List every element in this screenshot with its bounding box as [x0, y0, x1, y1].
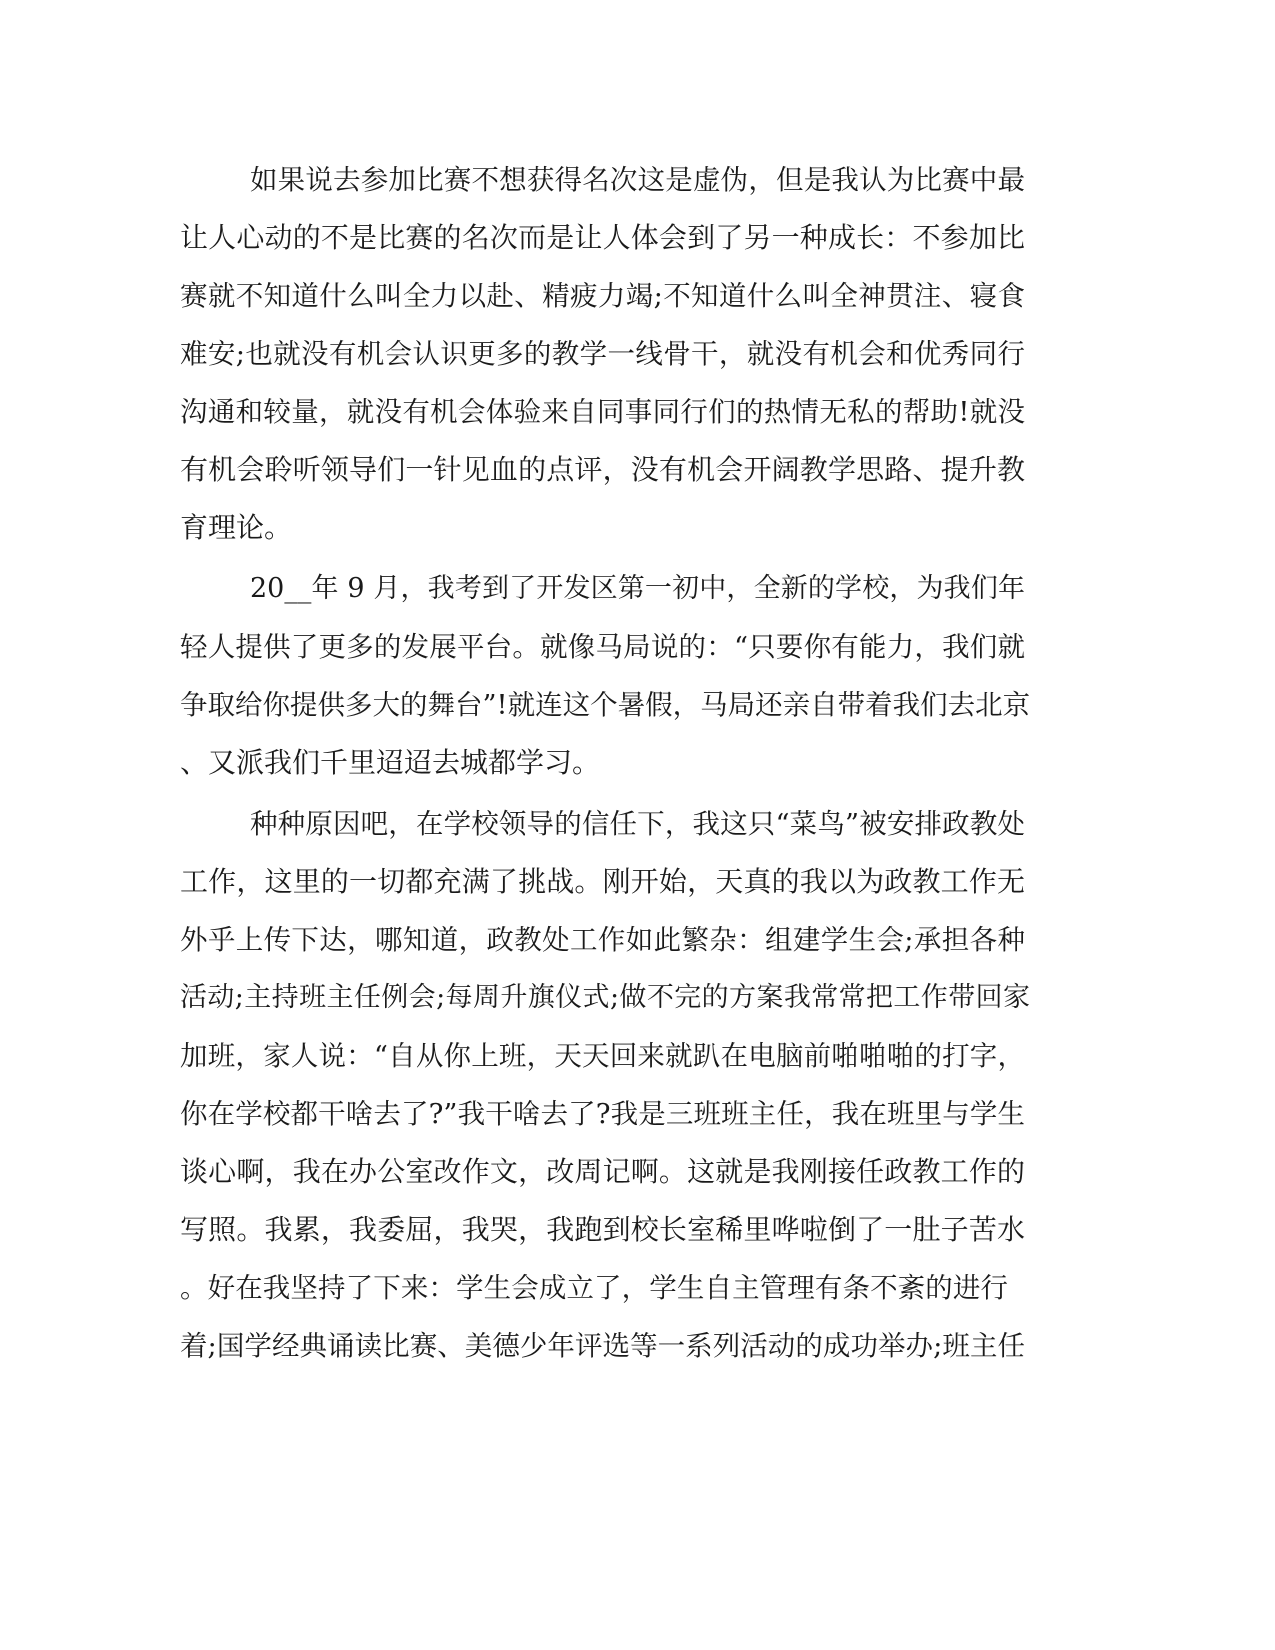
paragraph-line: 有机会聆听领导们一针见血的点评，没有机会开阔教学思路、提升教 — [180, 453, 1025, 486]
paragraph-line: 。好在我坚持了下来：学生会成立了，学生自主管理有条不紊的进行 — [180, 1272, 1008, 1304]
paragraph-line: 谈心啊，我在办公室改作文，改周记啊。这就是我刚接任政教工作的 — [180, 1155, 1025, 1188]
paragraph-line: 争取给你提供多大的舞台”!就连这个暑假，马局还亲自带着我们去北京 — [180, 689, 1031, 721]
paragraph-line: 工作，这里的一切都充满了挑战。刚开始，天真的我以为政教工作无 — [180, 865, 1025, 898]
paragraph-line: 活动;主持班主任例会;每周升旗仪式;做不完的方案我常常把工作带回家 — [180, 982, 1030, 1013]
paragraph-line: 让人心动的不是比赛的名次而是让人体会到了另一种成长：不参加比 — [180, 221, 1025, 254]
paragraph-line: 沟通和较量，就没有机会体验来自同事同行们的热情无私的帮助!就没 — [180, 396, 1025, 428]
paragraph-line: 难安;也就没有机会认识更多的教学一线骨干，就没有机会和优秀同行 — [180, 338, 1025, 370]
paragraph-line: 20__年 9 月，我考到了开发区第一初中，全新的学校，为我们年 — [250, 573, 1025, 604]
paragraph-line: 种种原因吧，在学校领导的信任下，我这只“菜鸟”被安排政教处 — [250, 808, 1025, 840]
paragraph-line: 、又派我们千里迢迢去城都学习。 — [180, 746, 601, 779]
paragraph-line: 加班，家人说：“自从你上班，天天回来就趴在电脑前啪啪啪的打字， — [180, 1040, 1025, 1072]
paragraph-line: 如果说去参加比赛不想获得名次这是虚伪，但是我认为比赛中最 — [250, 164, 1025, 196]
paragraph-line: 你在学校都干啥去了?”我干啥去了?我是三班班主任，我在班里与学生 — [180, 1098, 1025, 1130]
paragraph-line: 着;国学经典诵读比赛、美德少年评选等一系列活动的成功举办;班主任 — [180, 1330, 1025, 1362]
paragraph-line: 赛就不知道什么叫全力以赴、精疲力竭;不知道什么叫全神贯注、寝食 — [180, 280, 1025, 312]
paragraph-line: 写照。我累，我委屈，我哭，我跑到校长室稀里哗啦倒了一肚子苦水 — [180, 1213, 1025, 1246]
paragraph-line: 育理论。 — [180, 511, 293, 544]
paragraph-line: 外乎上传下达，哪知道，政教处工作如此繁杂：组建学生会;承担各种 — [180, 924, 1025, 956]
paragraph-line: 轻人提供了更多的发展平台。就像马局说的：“只要你有能力，我们就 — [180, 631, 1025, 663]
